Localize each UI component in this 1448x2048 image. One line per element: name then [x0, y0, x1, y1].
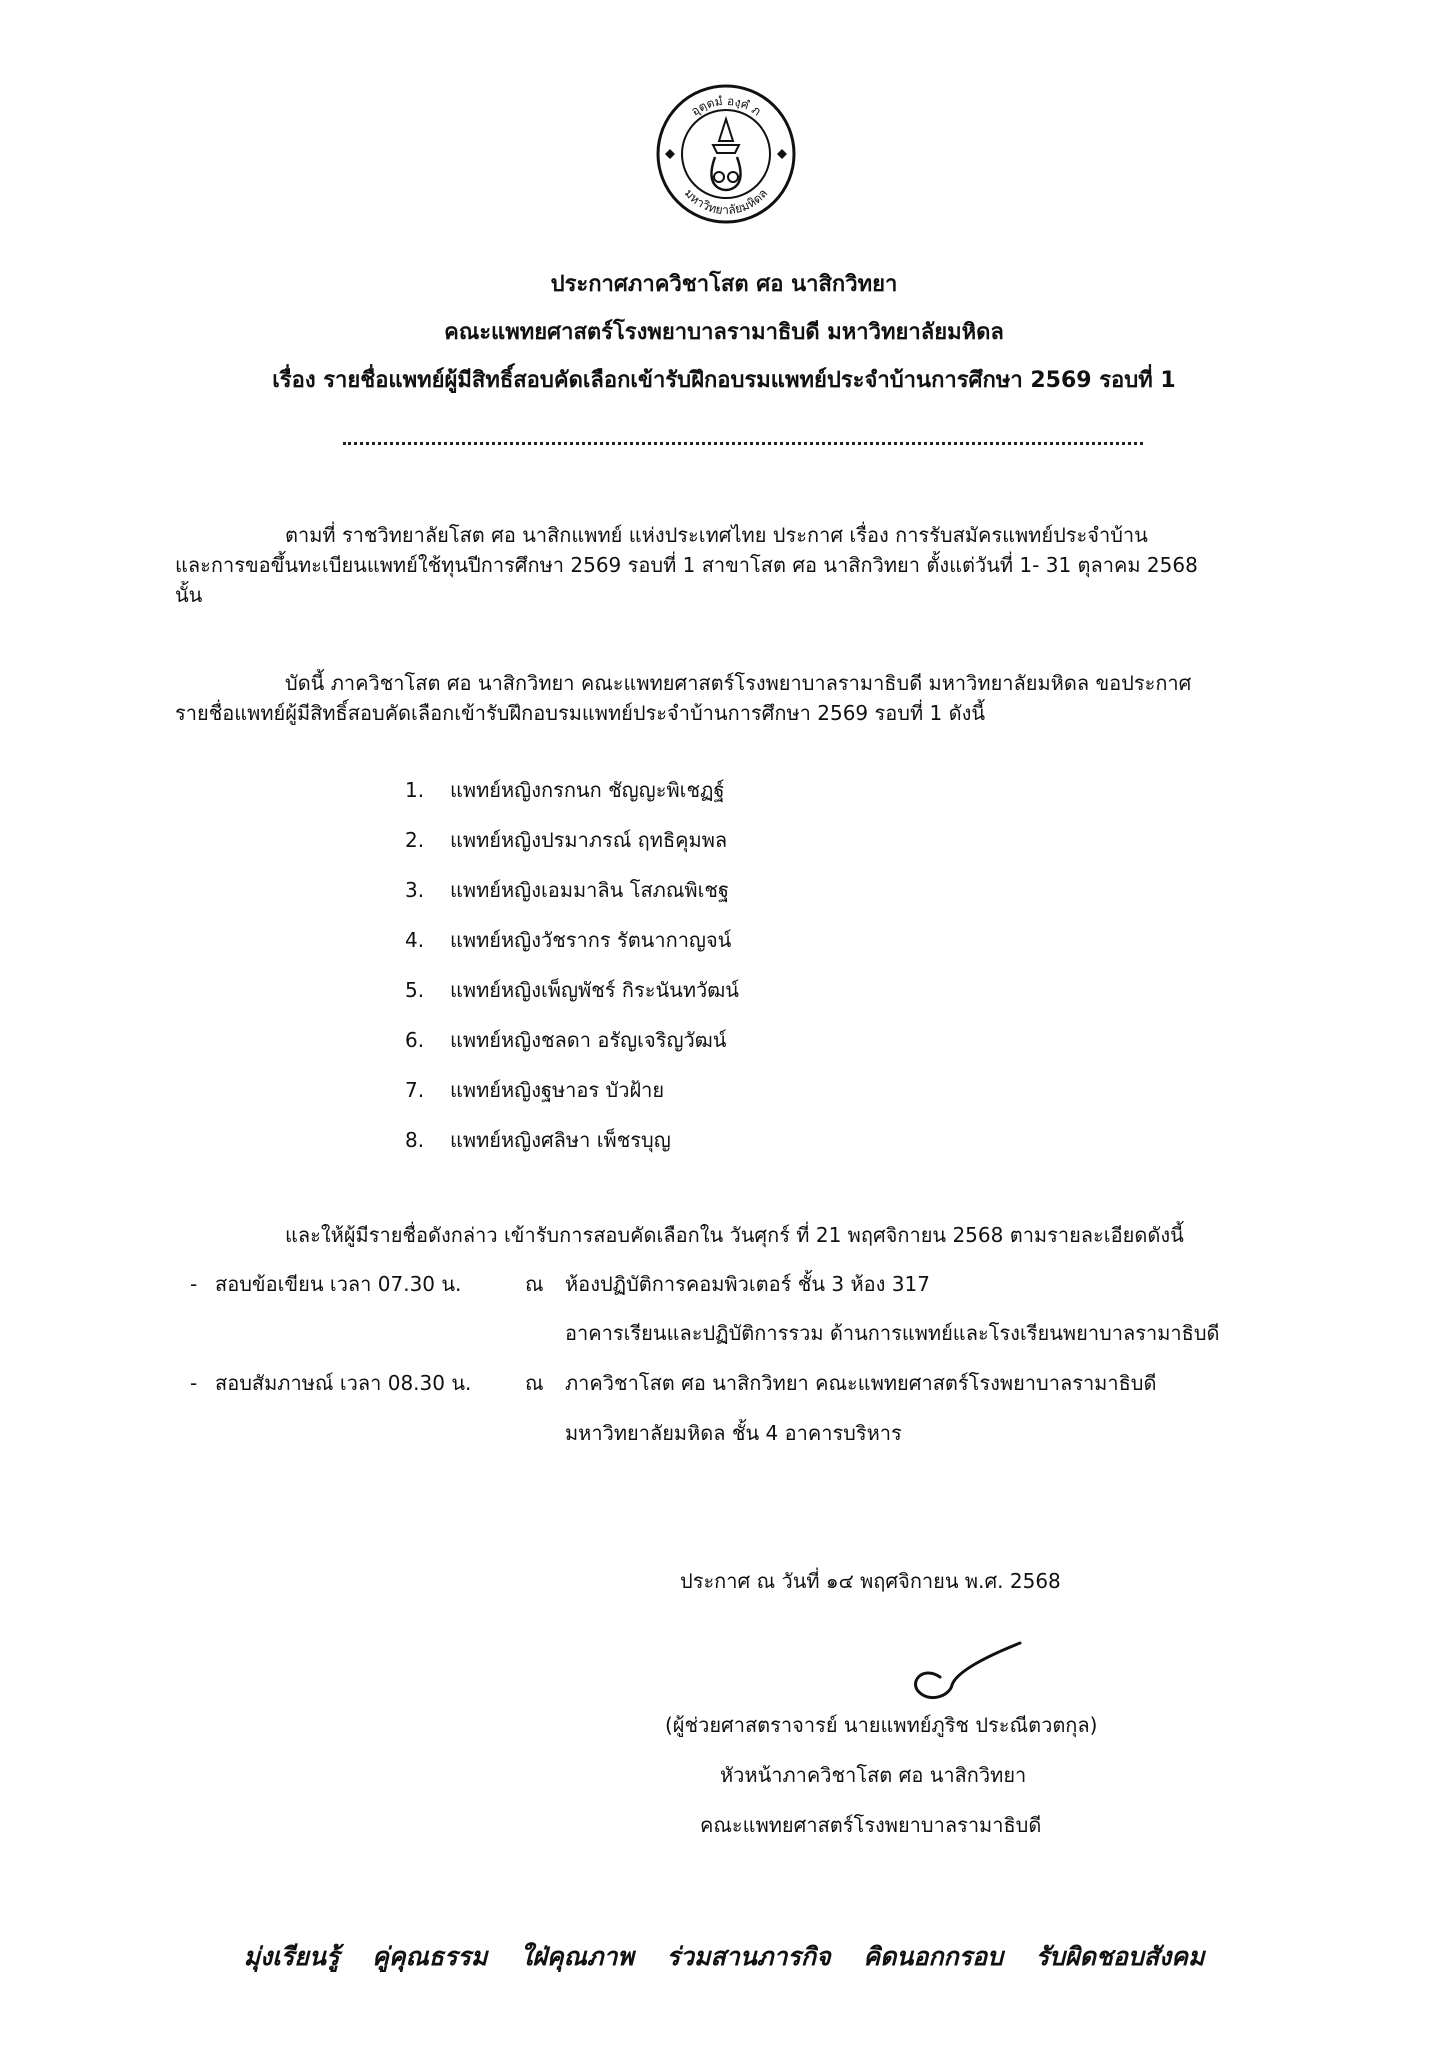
written-exam-place-line-1: ห้องปฏิบัติการคอมพิวเตอร์ ชั้น 3 ห้อง 317	[565, 1272, 930, 1296]
list-item: 4. แพทย์หญิงวัชรากร รัตนากาญจน์	[405, 925, 739, 975]
interview-bullet: -	[190, 1371, 198, 1395]
university-seal	[655, 83, 797, 225]
list-item: 2. แพทย์หญิงปรมาภรณ์ ฤทธิคุมพล	[405, 825, 739, 875]
svg-text:อุตฺตมํ องฺคํ ภ	[688, 94, 763, 119]
list-item: 7. แพทย์หญิงฐษาอร บัวฝ้าย	[405, 1075, 739, 1125]
signatory-position-1: หัวหน้าภาควิชาโสต ศอ นาสิกวิทยา	[720, 1763, 1027, 1787]
motto-item: ใฝ่คุณภาพ	[520, 1942, 634, 1971]
list-item: 1. แพทย์หญิงกรกนก ชัญญะพิเชฏฐ์	[405, 775, 739, 825]
handwritten-signature	[880, 1625, 1030, 1715]
motto-item: รับผิดชอบสังคม	[1035, 1942, 1205, 1971]
header-line-2: คณะแพทยศาสตร์โรงพยาบาลรามาธิบดี มหาวิทยาลัยมหิดล	[444, 320, 1004, 345]
interview-place-line-2: มหาวิทยาลัยมหิดล ชั้น 4 อาคารบริหาร	[565, 1421, 902, 1445]
candidate-name: แพทย์หญิงศลิษา เพ็ชรบุญ	[450, 1128, 671, 1152]
signatory-position-2: คณะแพทยศาสตร์โรงพยาบาลรามาธิบดี	[700, 1813, 1042, 1837]
paragraph-1-line-3: นั้น	[175, 583, 203, 607]
list-item: 3. แพทย์หญิงเอมมาลิน โสภณพิเชฐ	[405, 875, 739, 925]
announcement-date: ประกาศ ณ วันที่ ๑๔ พฤศจิกายน พ.ศ. 2568	[680, 1569, 1061, 1593]
paragraph-1-line-2: และการขอขึ้นทะเบียนแพทย์ใช้ทุนปีการศึกษา 2569 รอบที่ 1 สาขาโสต ศอ นาสิกวิทยา ตั้งแต่วันที่ 1- 31 ตุลาคม 2568	[175, 553, 1198, 577]
interview-place-line-1: ภาควิชาโสต ศอ นาสิกวิทยา คณะแพทยศาสตร์โรงพยาบาลรามาธิบดี	[565, 1371, 1157, 1395]
signatory-name: (ผู้ช่วยศาสตราจารย์ นายแพทย์ภูริช ประณีตวตกุล)	[665, 1713, 1098, 1737]
interview-at: ณ	[525, 1371, 544, 1395]
list-item: 6. แพทย์หญิงชลดา อรัญเจริญวัฒน์	[405, 1025, 739, 1075]
motto-item: ร่วมสานภารกิจ	[666, 1942, 831, 1971]
candidate-name: แพทย์หญิงชลดา อรัญเจริญวัฒน์	[450, 1028, 727, 1052]
written-exam-at: ณ	[525, 1272, 544, 1296]
motto-item: มุ่งเรียนรู้	[243, 1942, 340, 1971]
candidate-name: แพทย์หญิงเพ็ญพัชร์ กิระนันทวัฒน์	[450, 978, 739, 1002]
header-line-1: ประกาศภาควิชาโสต ศอ นาสิกวิทยา	[550, 272, 898, 297]
written-exam-bullet: -	[190, 1272, 198, 1296]
exam-intro: และให้ผู้มีรายชื่อดังกล่าว เข้ารับการสอบคัดเลือกใน วันศุกร์ ที่ 21 พฤศจิกายน 2568 ตามรายละเอียดดังนี้	[285, 1223, 1184, 1247]
candidate-list	[405, 775, 739, 1175]
header-line-3: เรื่อง รายชื่อแพทย์ผู้มีสิทธิ์สอบคัดเลือกเข้ารับฝึกอบรมแพทย์ประจำบ้านการศึกษา 2569 รอบที่ 1	[272, 368, 1176, 393]
candidate-name: แพทย์หญิงวัชรากร รัตนากาญจน์	[450, 928, 732, 952]
paragraph-2	[175, 668, 1335, 728]
paragraph-2-line-1: บัดนี้ ภาควิชาโสต ศอ นาสิกวิทยา คณะแพทยศาสตร์โรงพยาบาลรามาธิบดี มหาวิทยาลัยมหิดล ขอประกาศ	[285, 671, 1192, 695]
written-exam-place-line-2: อาคารเรียนและปฏิบัติการรวม ด้านการแพทย์และโรงเรียนพยาบาลรามาธิบดี	[565, 1321, 1220, 1345]
paragraph-2-line-2: รายชื่อแพทย์ผู้มีสิทธิ์สอบคัดเลือกเข้ารับฝึกอบรมแพทย์ประจำบ้านการศึกษา 2569 รอบที่ 1 ดังนี้	[175, 701, 985, 725]
candidate-name: แพทย์หญิงกรกนก ชัญญะพิเชฏฐ์	[450, 778, 725, 802]
candidate-name: แพทย์หญิงฐษาอร บัวฝ้าย	[450, 1078, 665, 1102]
candidate-name: แพทย์หญิงเอมมาลิน โสภณพิเชฐ	[450, 878, 730, 902]
motto-item: คิดนอกกรอบ	[863, 1942, 1003, 1971]
written-exam-label: สอบข้อเขียน เวลา 07.30 น.	[215, 1272, 462, 1296]
seal-top-text: อุตฺตมํ องฺคํ ภ	[688, 93, 764, 119]
candidate-name: แพทย์หญิงปรมาภรณ์ ฤทธิคุมพล	[450, 828, 728, 852]
list-item: 8. แพทย์หญิงศลิษา เพ็ชรบุญ	[405, 1125, 739, 1175]
seal-bottom-text: มหาวิทยาลัยมหิดล	[681, 186, 771, 218]
paragraph-1-line-1: ตามที่ ราชวิทยาลัยโสต ศอ นาสิกแพทย์ แห่งประเทศไทย ประกาศ เรื่อง การรับสมัครแพทย์ประจำบ้าน	[285, 523, 1148, 547]
university-motto	[0, 1940, 1448, 1974]
paragraph-1	[175, 520, 1335, 610]
motto-item: คู่คุณธรรม	[372, 1942, 488, 1971]
list-item: 5. แพทย์หญิงเพ็ญพัชร์ กิระนันทวัฒน์	[405, 975, 739, 1025]
dotted-divider	[343, 430, 1143, 445]
interview-label: สอบสัมภาษณ์ เวลา 08.30 น.	[215, 1371, 472, 1395]
